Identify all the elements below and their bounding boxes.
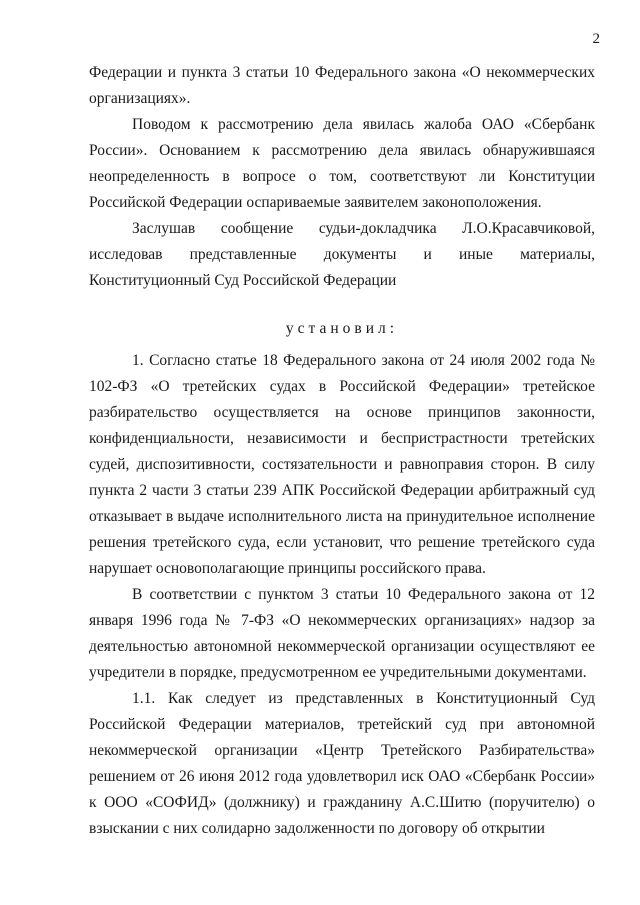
paragraph-continuation: Федерации и пункта 3 статьи 10 Федерального закона «О некоммерческих организациях». xyxy=(89,64,595,107)
paragraph-nko-law: В соответствии с пунктом 3 статьи 10 Федерального закона от 12 января 1996 года № 7-ФЗ «О некоммерческих организациях» надзор за деятельностью автономной некоммерческой организации осуществляют ее учредители в порядке, предусмотренном ее учредительными документами. xyxy=(89,586,595,681)
paragraph-point-1: 1. Согласно статье 18 Федерального закона от 24 июля 2002 года № 102-ФЗ «О третейских судах в Российской Федерации» третейское разбирательство осуществляется на основе принципов законности, конфиденциальности, независимости и беспристрастности третейских судей, диспозитивности, состязательности и равноправия сторон. В силу пункта 2 части 3 статьи 239 АПК Российской Федерации арбитражный суд отказывает в выдаче исполнительного листа на принудительное исполнение решения третейского суда, если установит, что решение третейского суда нарушает основополагающие принципы российского права. xyxy=(89,352,595,577)
page-number: 2 xyxy=(592,31,600,47)
document-body xyxy=(89,60,595,842)
section-heading: установил: xyxy=(285,320,399,337)
paragraph-occasion: Поводом к рассмотрению дела явилась жалоба ОАО «Сбербанк России». Основанием к рассмотрению дела явилась обнаружившаяся неопределенность в вопросе о том, соответствуют ли Конституции Российской Федерации оспариваемые заявителем законоположения. xyxy=(89,116,595,211)
paragraph-point-1-1: 1.1. Как следует из представленных в Конституционный Суд Российской Федерации материалов, третейский суд при автономной некоммерческой организации «Центр Третейского Разбирательства» решением от 26 июня 2012 года удовлетворил иск ОАО «Сбербанк России» к ООО «СОФИД» (должнику) и гражданину А.С.Шитю (поручителю) о взыскании с них солидарно задолженности по договору об открытии xyxy=(89,690,595,837)
paragraph-hearing: Заслушав сообщение судьи-докладчика Л.О.Красавчиковой, исследовав представленные документы и иные материалы, Конституционный Суд Российской Федерации xyxy=(89,220,595,289)
